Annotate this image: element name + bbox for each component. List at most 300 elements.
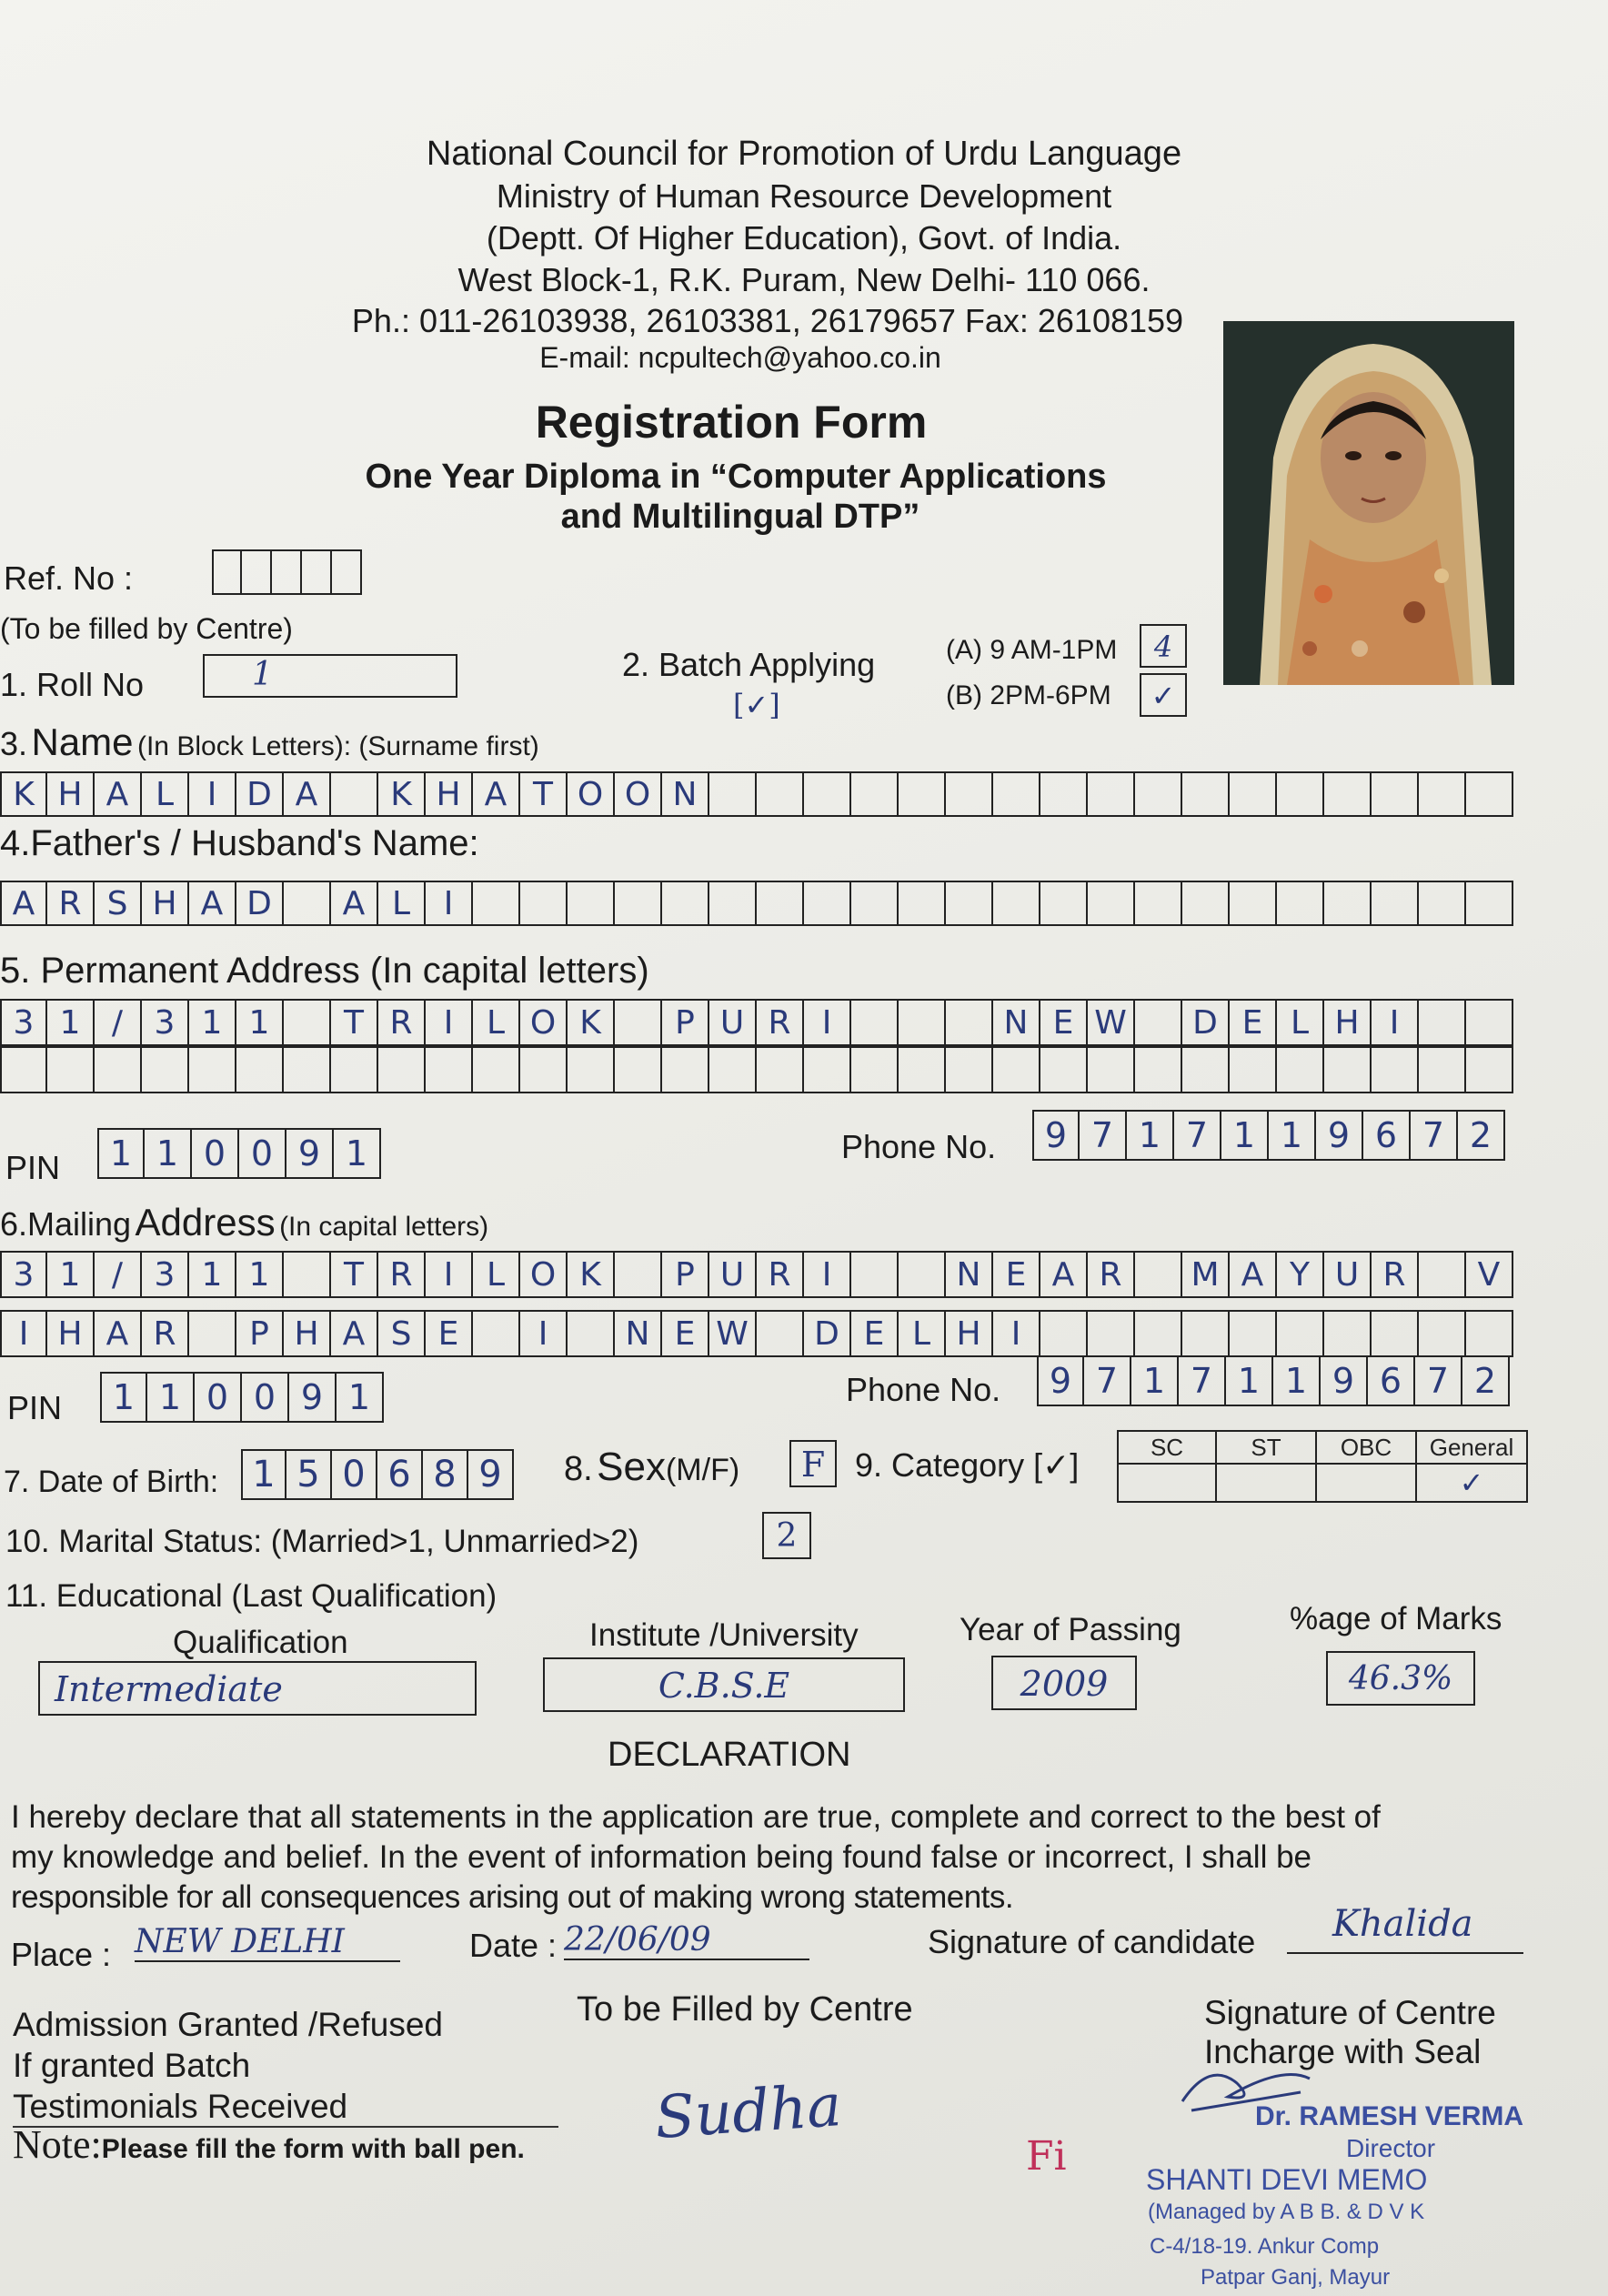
letter-box[interactable]: 7	[1415, 1355, 1462, 1406]
letter-box[interactable]	[615, 881, 662, 926]
letter-box[interactable]: H	[426, 771, 473, 817]
letter-box[interactable]	[568, 881, 615, 926]
letter-box[interactable]	[1040, 1046, 1088, 1093]
letter-box[interactable]	[1135, 999, 1182, 1046]
letter-box[interactable]: 1	[236, 1251, 284, 1298]
letter-box[interactable]: 6	[377, 1449, 423, 1500]
letter-box[interactable]: Y	[1277, 1251, 1324, 1298]
letter-box[interactable]	[615, 1046, 662, 1093]
letter-box[interactable]: 1	[189, 999, 236, 1046]
letter-box[interactable]: R	[142, 1310, 189, 1357]
letter-box[interactable]: A	[189, 881, 236, 926]
letter-box[interactable]: D	[236, 771, 284, 817]
letter-box[interactable]	[946, 1046, 993, 1093]
letter-box[interactable]: 0	[195, 1372, 242, 1423]
letter-box[interactable]	[757, 771, 804, 817]
letter-box[interactable]	[851, 881, 899, 926]
letter-box[interactable]	[378, 1046, 426, 1093]
letter-box[interactable]: A	[1040, 1251, 1088, 1298]
letter-box[interactable]	[1372, 771, 1419, 817]
batch-option-b-box[interactable]: ✓	[1140, 673, 1187, 717]
letter-box[interactable]	[804, 881, 851, 926]
mailing-phone-label: Phone No.	[846, 1371, 1001, 1408]
letter-box[interactable]: D	[804, 1310, 851, 1357]
letter-box[interactable]: N	[946, 1251, 993, 1298]
letter-box[interactable]: N	[662, 771, 709, 817]
letter-box[interactable]: 1	[47, 1251, 95, 1298]
letter-box[interactable]: 7	[1084, 1355, 1131, 1406]
centre-signature-label-1: Signature of Centre	[1204, 1994, 1496, 2031]
letter-box[interactable]	[1419, 1046, 1466, 1093]
letter-box[interactable]: K	[0, 771, 47, 817]
mailing-address-row2[interactable]	[0, 1310, 1513, 1357]
letter-box[interactable]: I	[426, 999, 473, 1046]
letter-box[interactable]	[1088, 881, 1135, 926]
education-header-marks: %age of Marks	[1290, 1601, 1502, 1636]
letter-box[interactable]: 1	[337, 1372, 384, 1423]
letter-box[interactable]	[1372, 1310, 1419, 1357]
letter-box[interactable]	[851, 1251, 899, 1298]
testimonials-label: Testimonials Received	[13, 2088, 558, 2128]
mailing-pin-label: PIN	[7, 1389, 63, 1426]
mailing-phone-boxes[interactable]	[1037, 1355, 1510, 1406]
letter-box[interactable]: H	[946, 1310, 993, 1357]
letter-box[interactable]	[993, 881, 1040, 926]
letter-box[interactable]: 0	[242, 1372, 289, 1423]
letter-box[interactable]: 1	[147, 1372, 195, 1423]
letter-box[interactable]: A	[0, 881, 47, 926]
sex-box[interactable]: F	[789, 1440, 837, 1487]
letter-box[interactable]	[1466, 1310, 1513, 1357]
letter-box[interactable]	[1372, 881, 1419, 926]
letter-box[interactable]: O	[520, 999, 568, 1046]
note-label: Note:	[13, 2122, 102, 2167]
initials: Fi	[1026, 2133, 1067, 2180]
letter-box[interactable]: 1	[236, 999, 284, 1046]
letter-box[interactable]: 9	[1316, 1110, 1363, 1161]
category-st[interactable]: ST	[1217, 1430, 1317, 1465]
letter-box[interactable]: I	[804, 999, 851, 1046]
letter-box[interactable]	[662, 1046, 709, 1093]
batch-label: 2. Batch Applying	[622, 646, 876, 683]
letter-box[interactable]	[899, 1251, 946, 1298]
letter-box[interactable]	[1182, 1046, 1230, 1093]
letter-box[interactable]: 1	[97, 1128, 145, 1179]
letter-box[interactable]	[95, 1046, 142, 1093]
batch-option-a-box[interactable]: 4	[1140, 624, 1187, 668]
letter-box[interactable]	[1419, 1251, 1466, 1298]
letter-box[interactable]	[1372, 1046, 1419, 1093]
letter-box[interactable]	[851, 999, 899, 1046]
letter-box[interactable]: K	[378, 771, 426, 817]
mailing-pin-boxes[interactable]	[100, 1372, 384, 1423]
letter-box[interactable]: 1	[241, 1449, 286, 1500]
letter-box[interactable]: 1	[47, 999, 95, 1046]
letter-box[interactable]: K	[568, 999, 615, 1046]
letter-box[interactable]	[520, 881, 568, 926]
letter-box[interactable]: 1	[1127, 1110, 1174, 1161]
letter-box[interactable]: D	[236, 881, 284, 926]
letter-box[interactable]	[189, 1046, 236, 1093]
letter-box[interactable]	[804, 771, 851, 817]
stamp-title: Director	[1346, 2134, 1436, 2162]
ref-no-box[interactable]	[272, 549, 302, 595]
letter-box[interactable]: 2	[1462, 1355, 1510, 1406]
father-name-letter-boxes[interactable]	[0, 881, 1513, 926]
category-sc[interactable]: SC	[1117, 1430, 1217, 1465]
letter-box[interactable]: H	[284, 1310, 331, 1357]
letter-box[interactable]: E	[851, 1310, 899, 1357]
letter-box[interactable]	[142, 1046, 189, 1093]
letter-box[interactable]	[899, 771, 946, 817]
letter-box[interactable]: I	[189, 771, 236, 817]
letter-box[interactable]	[993, 771, 1040, 817]
letter-box[interactable]: 1	[189, 1251, 236, 1298]
letter-box[interactable]: L	[899, 1310, 946, 1357]
letter-box[interactable]	[709, 1046, 757, 1093]
letter-box[interactable]: 9	[1032, 1110, 1080, 1161]
admission-label: Admission Granted /Refused	[13, 2006, 444, 2043]
letter-box[interactable]: H	[47, 771, 95, 817]
letter-box[interactable]: 1	[145, 1128, 192, 1179]
name-label-note: (In Block Letters): (Surname first)	[136, 731, 539, 761]
letter-box[interactable]: A	[1230, 1251, 1277, 1298]
letter-box[interactable]	[1277, 1046, 1324, 1093]
letter-box[interactable]: O	[568, 771, 615, 817]
letter-box[interactable]	[946, 881, 993, 926]
education-header-year: Year of Passing	[960, 1612, 1181, 1647]
letter-box[interactable]	[1277, 771, 1324, 817]
letter-box[interactable]: E	[993, 1251, 1040, 1298]
education-header-institute: Institute /University	[589, 1617, 859, 1653]
ref-no-box[interactable]	[212, 549, 242, 595]
letter-box[interactable]: T	[331, 999, 378, 1046]
letter-box[interactable]: U	[709, 999, 757, 1046]
letter-box[interactable]: 3	[0, 999, 47, 1046]
ref-no-box[interactable]	[332, 549, 362, 595]
ministry-name: Ministry of Human Resource Development	[496, 177, 1112, 215]
letter-box[interactable]: I	[993, 1310, 1040, 1357]
letter-box[interactable]: 2	[1458, 1110, 1505, 1161]
dob-boxes[interactable]	[241, 1449, 514, 1500]
letter-box[interactable]	[473, 1310, 520, 1357]
letter-box[interactable]: N	[993, 999, 1040, 1046]
letter-box[interactable]	[1088, 1046, 1135, 1093]
marital-box[interactable]: 2	[762, 1512, 811, 1559]
letter-box[interactable]: A	[473, 771, 520, 817]
education-year-field[interactable]: 2009	[991, 1656, 1137, 1710]
place-label: Place :	[11, 1936, 112, 1973]
letter-box[interactable]	[47, 1046, 95, 1093]
centre-signature-label-2: Incharge with Seal	[1204, 2033, 1482, 2070]
letter-box[interactable]	[284, 999, 331, 1046]
letter-box[interactable]	[1419, 999, 1466, 1046]
letter-box[interactable]: W	[1088, 999, 1135, 1046]
letter-box[interactable]	[899, 999, 946, 1046]
letter-box[interactable]	[946, 771, 993, 817]
letter-box[interactable]	[284, 1251, 331, 1298]
roll-no-field[interactable]: 1	[203, 654, 457, 698]
letter-box[interactable]: I	[804, 1251, 851, 1298]
letter-box[interactable]: 1	[1269, 1110, 1316, 1161]
category-obc-cell[interactable]	[1317, 1465, 1417, 1503]
letter-box[interactable]	[473, 881, 520, 926]
permanent-phone-boxes[interactable]	[1032, 1110, 1505, 1161]
letter-box[interactable]	[331, 1046, 378, 1093]
letter-box[interactable]	[284, 1046, 331, 1093]
category-table	[1117, 1430, 1528, 1505]
letter-box[interactable]	[946, 999, 993, 1046]
letter-box[interactable]: 3	[142, 999, 189, 1046]
declaration-line-2: my knowledge and belief. In the event of information being found false or incorrect, I shall be	[11, 1839, 1312, 1875]
letter-box[interactable]	[615, 1251, 662, 1298]
letter-box[interactable]	[331, 771, 378, 817]
letter-box[interactable]: E	[1040, 999, 1088, 1046]
centre-fill-label: To be Filled by Centre	[577, 1990, 913, 2029]
candidate-signature[interactable]: Khalida	[1287, 1903, 1523, 1954]
letter-box[interactable]: W	[709, 1310, 757, 1357]
letter-box[interactable]: E	[426, 1310, 473, 1357]
letter-box[interactable]	[1182, 1310, 1230, 1357]
letter-box[interactable]: E	[1230, 999, 1277, 1046]
letter-box[interactable]: 3	[142, 1251, 189, 1298]
letter-box[interactable]: H	[47, 1310, 95, 1357]
letter-box[interactable]: A	[284, 771, 331, 817]
letter-box[interactable]	[1135, 1251, 1182, 1298]
letter-box[interactable]: I	[520, 1310, 568, 1357]
category-obc[interactable]: OBC	[1317, 1430, 1417, 1465]
letter-box[interactable]: 9	[286, 1128, 334, 1179]
letter-box[interactable]	[615, 999, 662, 1046]
letter-box[interactable]: 7	[1174, 1110, 1221, 1161]
centre-stamp	[1146, 2074, 1555, 2290]
letter-box[interactable]	[1277, 881, 1324, 926]
letter-box[interactable]	[1230, 1310, 1277, 1357]
letter-box[interactable]: I	[0, 1310, 47, 1357]
letter-box[interactable]	[757, 881, 804, 926]
letter-box[interactable]: 0	[239, 1128, 286, 1179]
letter-box[interactable]	[0, 1046, 47, 1093]
letter-box[interactable]: O	[615, 771, 662, 817]
letter-box[interactable]	[1466, 1046, 1513, 1093]
letter-box[interactable]: 3	[0, 1251, 47, 1298]
stamp-address-2: Patpar Ganj, Mayur	[1201, 2265, 1391, 2290]
letter-box[interactable]	[757, 1046, 804, 1093]
letter-box[interactable]: H	[1324, 999, 1372, 1046]
letter-box[interactable]: 1	[1221, 1110, 1269, 1161]
letter-box[interactable]	[804, 1046, 851, 1093]
letter-box[interactable]: P	[662, 999, 709, 1046]
letter-box[interactable]	[1230, 771, 1277, 817]
letter-box[interactable]	[899, 881, 946, 926]
letter-box[interactable]: R	[47, 881, 95, 926]
letter-box[interactable]: 0	[332, 1449, 377, 1500]
letter-box[interactable]	[709, 771, 757, 817]
letter-box[interactable]	[1324, 771, 1372, 817]
letter-box[interactable]: N	[615, 1310, 662, 1357]
letter-box[interactable]: S	[95, 881, 142, 926]
letter-box[interactable]	[189, 1310, 236, 1357]
letter-box[interactable]: 9	[468, 1449, 514, 1500]
batch-option-b-label: (B) 2PM-6PM	[946, 680, 1111, 710]
letter-box[interactable]: V	[1466, 1251, 1513, 1298]
letter-box[interactable]: I	[426, 1251, 473, 1298]
letter-box[interactable]: 0	[192, 1128, 239, 1179]
letter-box[interactable]: 9	[1321, 1355, 1368, 1406]
date-label: Date :	[469, 1927, 558, 1964]
category-general[interactable]: General	[1417, 1430, 1528, 1465]
letter-box[interactable]	[757, 1310, 804, 1357]
letter-box[interactable]: 9	[289, 1372, 337, 1423]
letter-box[interactable]: R	[378, 999, 426, 1046]
letter-box[interactable]: 6	[1363, 1110, 1411, 1161]
letter-box[interactable]	[1324, 1046, 1372, 1093]
dob-label: 7. Date of Birth:	[4, 1465, 219, 1499]
candidate-photo	[1223, 321, 1514, 685]
mailing-label-num: 6.Mailing	[0, 1205, 132, 1243]
letter-box[interactable]: 7	[1080, 1110, 1127, 1161]
letter-box[interactable]: E	[662, 1310, 709, 1357]
letter-box[interactable]: /	[95, 999, 142, 1046]
letter-box[interactable]: U	[709, 1251, 757, 1298]
letter-box[interactable]: D	[1182, 999, 1230, 1046]
letter-box[interactable]: 1	[1226, 1355, 1273, 1406]
category-general-cell[interactable]: ✓	[1417, 1465, 1528, 1503]
letter-box[interactable]: A	[331, 881, 378, 926]
letter-box[interactable]	[1135, 1046, 1182, 1093]
letter-box[interactable]	[284, 881, 331, 926]
letter-box[interactable]	[1419, 881, 1466, 926]
letter-box[interactable]	[662, 881, 709, 926]
ref-no-boxes[interactable]	[212, 549, 362, 595]
letter-box[interactable]: R	[757, 999, 804, 1046]
letter-box[interactable]	[1182, 771, 1230, 817]
letter-box[interactable]: 8	[423, 1449, 468, 1500]
letter-box[interactable]: I	[426, 881, 473, 926]
name-letter-boxes[interactable]	[0, 771, 1513, 817]
letter-box[interactable]: P	[236, 1310, 284, 1357]
letter-box[interactable]: T	[331, 1251, 378, 1298]
letter-box[interactable]: L	[473, 999, 520, 1046]
sex-label-note: (M/F)	[665, 1453, 740, 1487]
letter-box[interactable]: R	[378, 1251, 426, 1298]
letter-box[interactable]: 6	[1368, 1355, 1415, 1406]
signature-candidate-label: Signature of candidate	[928, 1923, 1256, 1960]
letter-box[interactable]	[1466, 999, 1513, 1046]
letter-box[interactable]: S	[378, 1310, 426, 1357]
letter-box[interactable]: A	[331, 1310, 378, 1357]
letter-box[interactable]	[1466, 881, 1513, 926]
letter-box[interactable]: R	[1372, 1251, 1419, 1298]
permanent-address-label: 5. Permanent Address (In capital letters)	[0, 951, 649, 991]
category-st-cell[interactable]	[1217, 1465, 1317, 1503]
permanent-pin-boxes[interactable]	[97, 1128, 381, 1179]
letter-box[interactable]	[1135, 881, 1182, 926]
stamp-name: Dr. RAMESH VERMA	[1255, 2101, 1524, 2131]
letter-box[interactable]	[1277, 1310, 1324, 1357]
letter-box[interactable]: P	[662, 1251, 709, 1298]
letter-box[interactable]	[568, 1310, 615, 1357]
letter-box[interactable]: L	[473, 1251, 520, 1298]
letter-box[interactable]: 9	[1037, 1355, 1084, 1406]
letter-box[interactable]: /	[95, 1251, 142, 1298]
letter-box[interactable]	[568, 1046, 615, 1093]
letter-box[interactable]	[426, 1046, 473, 1093]
place-value[interactable]: NEW DELHI	[135, 1923, 400, 1962]
letter-box[interactable]	[1419, 1310, 1466, 1357]
letter-box[interactable]: 1	[1273, 1355, 1321, 1406]
sex-label-main: Sex	[597, 1445, 666, 1489]
letter-box[interactable]: O	[520, 1251, 568, 1298]
letter-box[interactable]	[1135, 771, 1182, 817]
letter-box[interactable]: L	[1277, 999, 1324, 1046]
letter-box[interactable]: T	[520, 771, 568, 817]
date-value[interactable]: 22/06/09	[564, 1921, 809, 1960]
letter-box[interactable]	[1324, 1310, 1372, 1357]
letter-box[interactable]	[520, 1046, 568, 1093]
letter-box[interactable]: 1	[1131, 1355, 1179, 1406]
mailing-address-row1[interactable]	[0, 1251, 1513, 1298]
letter-box[interactable]	[1088, 1310, 1135, 1357]
letter-box[interactable]	[1040, 881, 1088, 926]
letter-box[interactable]	[851, 771, 899, 817]
letter-box[interactable]: L	[142, 771, 189, 817]
ref-no-box[interactable]	[302, 549, 332, 595]
permanent-address-row2[interactable]	[0, 1046, 1513, 1093]
letter-box[interactable]	[709, 881, 757, 926]
letter-box[interactable]	[1040, 771, 1088, 817]
letter-box[interactable]: M	[1182, 1251, 1230, 1298]
letter-box[interactable]: 7	[1411, 1110, 1458, 1161]
letter-box[interactable]	[899, 1046, 946, 1093]
letter-box[interactable]: R	[1088, 1251, 1135, 1298]
letter-box[interactable]	[1324, 881, 1372, 926]
education-qualification-field[interactable]: Intermediate	[38, 1661, 477, 1716]
letter-box[interactable]: L	[378, 881, 426, 926]
education-institute-field[interactable]: C.B.S.E	[543, 1657, 905, 1712]
education-marks-field[interactable]: 46.3%	[1326, 1651, 1475, 1706]
category-sc-cell[interactable]	[1117, 1465, 1217, 1503]
category-mark-row	[1117, 1465, 1528, 1503]
ref-no-box[interactable]	[242, 549, 272, 595]
letter-box[interactable]: U	[1324, 1251, 1372, 1298]
letter-box[interactable]: A	[95, 771, 142, 817]
letter-box[interactable]: H	[142, 881, 189, 926]
granted-batch-label: If granted Batch	[13, 2047, 251, 2084]
letter-box[interactable]: I	[1372, 999, 1419, 1046]
letter-box[interactable]	[236, 1046, 284, 1093]
letter-box[interactable]	[1466, 771, 1513, 817]
letter-box[interactable]	[993, 1046, 1040, 1093]
letter-box[interactable]: A	[95, 1310, 142, 1357]
letter-box[interactable]	[1230, 881, 1277, 926]
letter-box[interactable]	[1182, 881, 1230, 926]
letter-box[interactable]: R	[757, 1251, 804, 1298]
letter-box[interactable]: 1	[334, 1128, 381, 1179]
letter-box[interactable]: K	[568, 1251, 615, 1298]
letter-box[interactable]: 5	[286, 1449, 332, 1500]
letter-box[interactable]	[851, 1046, 899, 1093]
letter-box[interactable]: 1	[100, 1372, 147, 1423]
letter-box[interactable]	[1135, 1310, 1182, 1357]
letter-box[interactable]	[1419, 771, 1466, 817]
letter-box[interactable]	[1040, 1310, 1088, 1357]
permanent-address-row1[interactable]	[0, 999, 1513, 1046]
letter-box[interactable]	[473, 1046, 520, 1093]
letter-box[interactable]	[1088, 771, 1135, 817]
letter-box[interactable]: 7	[1179, 1355, 1226, 1406]
letter-box[interactable]	[1230, 1046, 1277, 1093]
